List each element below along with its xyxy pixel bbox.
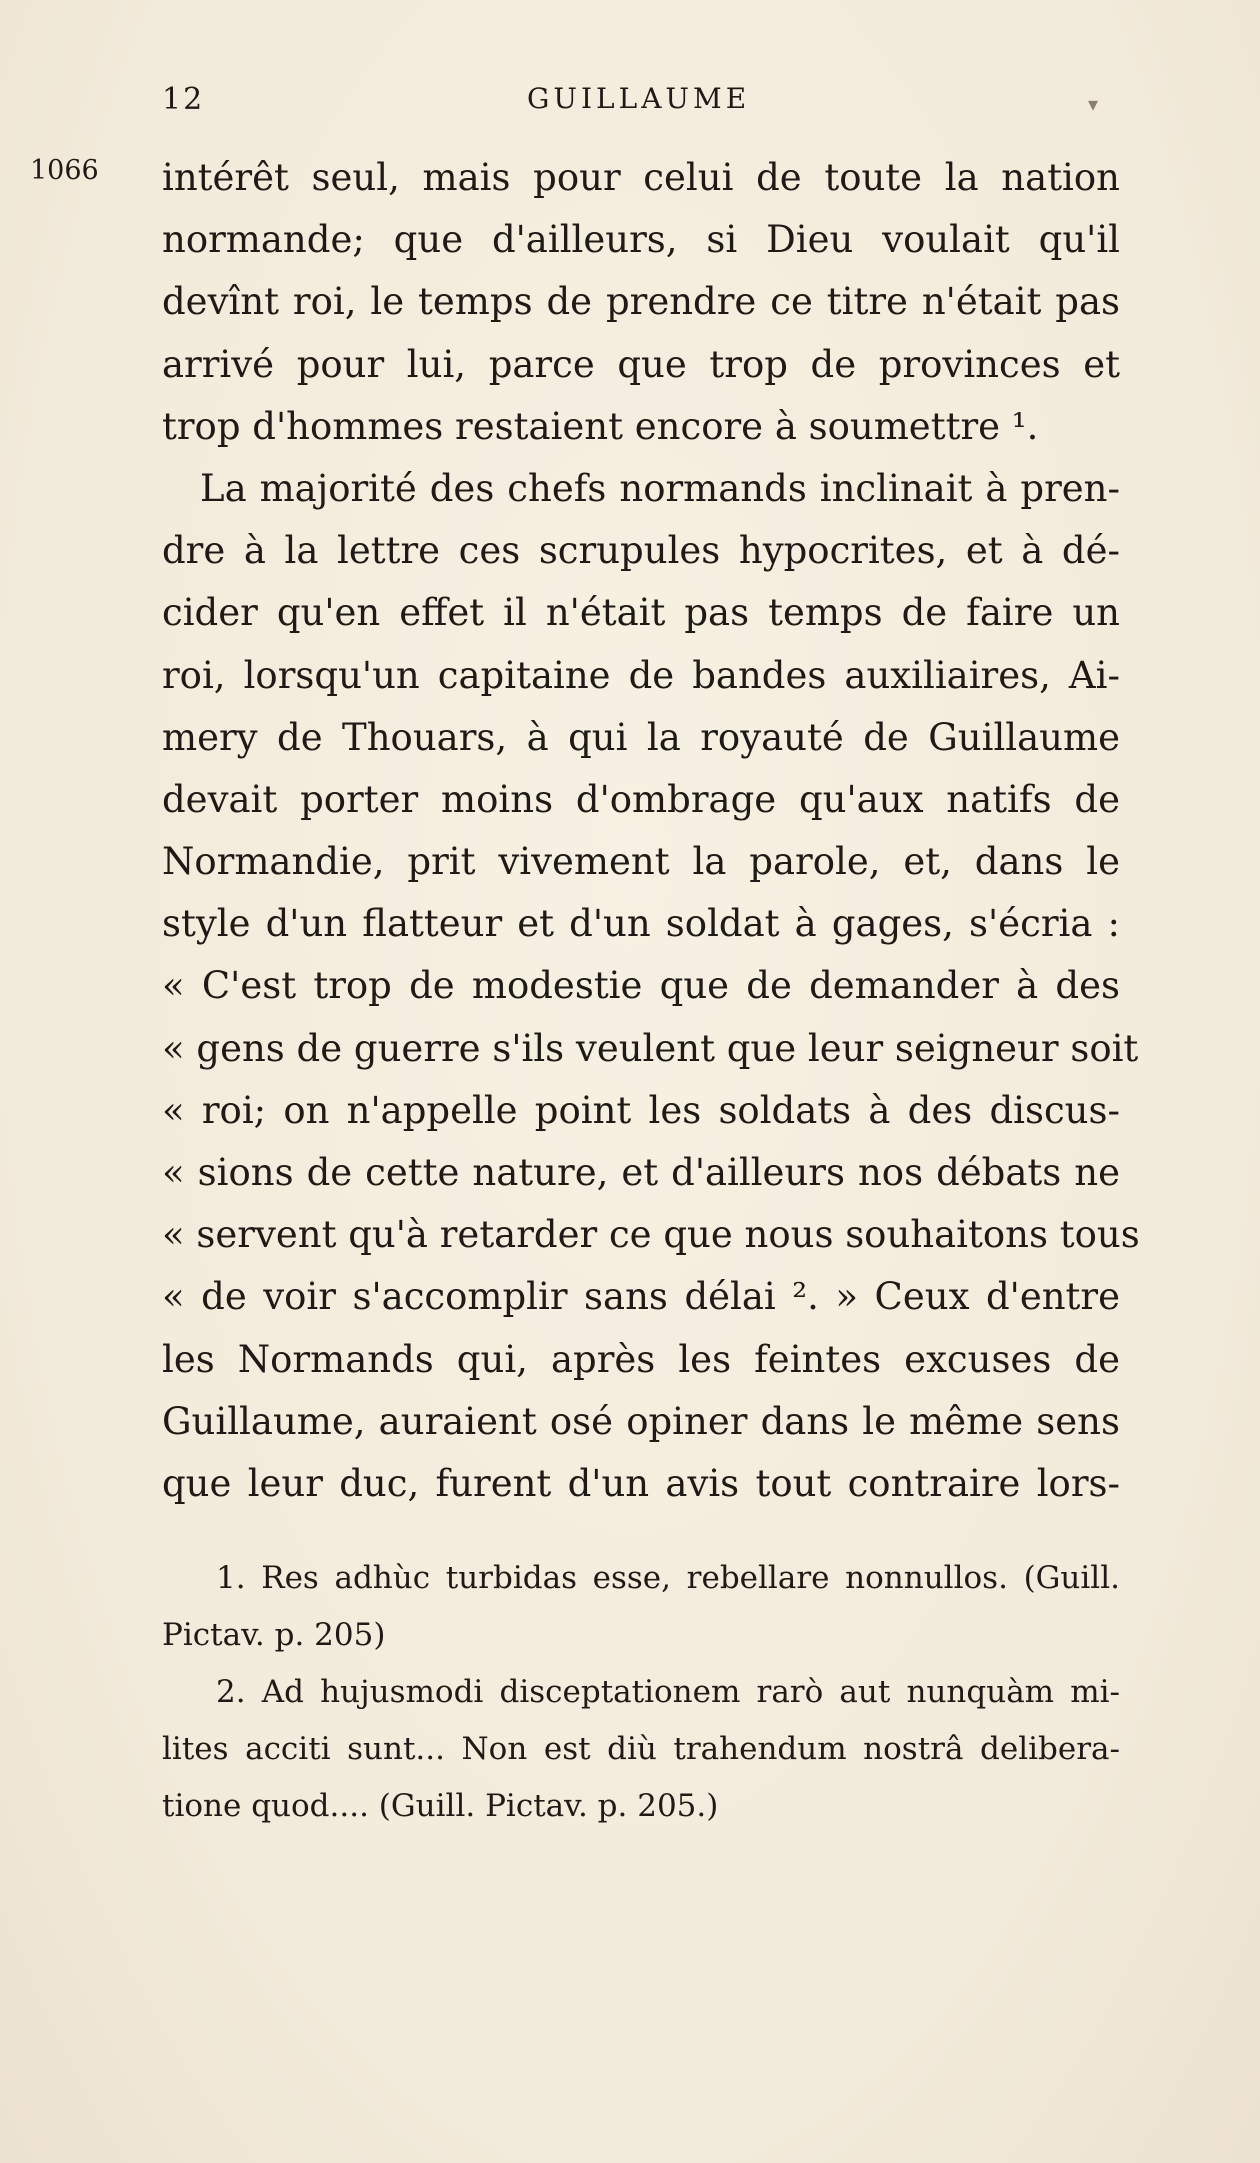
footnote-line: lites acciti sunt... Non est diù trahendum nostrâ delibera- [162, 1731, 1120, 1767]
text-line: que leur duc, furent d'un avis tout contraire lors- [162, 1461, 1120, 1505]
text-line: cider qu'en effet il n'était pas temps de faire un [162, 591, 1120, 635]
text-line: les Normands qui, après les feintes excuses de [162, 1337, 1120, 1381]
text-line: « sions de cette nature, et d'ailleurs nos débats ne [162, 1151, 1120, 1194]
footnote-1 [162, 1550, 1120, 1664]
text-line: « de voir s'accomplir sans délai ². » Ceux d'entre [162, 1275, 1120, 1319]
text-line: devînt roi, le temps de prendre ce titre n'était pas [162, 280, 1120, 324]
page-number: 12 [162, 82, 205, 117]
text-line: Guillaume, auraient osé opiner dans le même sens [162, 1399, 1120, 1443]
text-line: arrivé pour lui, parce que trop de provinces et [162, 342, 1120, 386]
text-line: intérêt seul, mais pour celui de toute la nation [162, 156, 1120, 199]
text-line: Normandie, prit vivement la parole, et, dans le [162, 840, 1120, 884]
text-line: trop d'hommes restaient encore à soumettre ¹. [162, 404, 1039, 448]
text-line: roi, lorsqu'un capitaine de bandes auxiliaires, Ai- [162, 653, 1120, 697]
margin-year-note: 1066 [30, 155, 99, 186]
page-header [0, 82, 1260, 122]
text-line: « gens de guerre s'ils veulent que leur seigneur soit [162, 1026, 1139, 1070]
text-line: devait porter moins d'ombrage qu'aux natifs de [162, 777, 1120, 821]
running-title: GUILLAUME [527, 82, 751, 115]
text-line: « servent qu'à retarder ce que nous souhaitons tous [162, 1213, 1140, 1257]
text-line: La majorité des chefs normands inclinait à pren- [200, 466, 1120, 510]
print-speck: ▾ [1088, 92, 1099, 116]
text-line: « roi; on n'appelle point les soldats à des discus- [162, 1088, 1120, 1132]
footnote-line: Pictav. p. 205) [162, 1617, 386, 1653]
text-line: mery de Thouars, à qui la royauté de Guillaume [162, 715, 1120, 759]
text-line: normande; que d'ailleurs, si Dieu voulait qu'il [162, 218, 1120, 262]
footnote-line: tione quod.... (Guill. Pictav. p. 205.) [162, 1788, 719, 1824]
text-line: style d'un flatteur et d'un soldat à gages, s'écria : [162, 902, 1120, 946]
footnote-line: 1. Res adhùc turbidas esse, rebellare nonnullos. (Guill. [216, 1560, 1120, 1596]
footnote-line: 2. Ad hujusmodi disceptationem rarò aut nunquàm mi- [216, 1674, 1120, 1710]
text-line: « C'est trop de modestie que de demander à des [162, 964, 1120, 1008]
body-text [162, 147, 1140, 1515]
footnotes [162, 1550, 1120, 1835]
text-line: dre à la lettre ces scrupules hypocrites, et à dé- [162, 529, 1120, 573]
footnote-2 [162, 1664, 1120, 1835]
